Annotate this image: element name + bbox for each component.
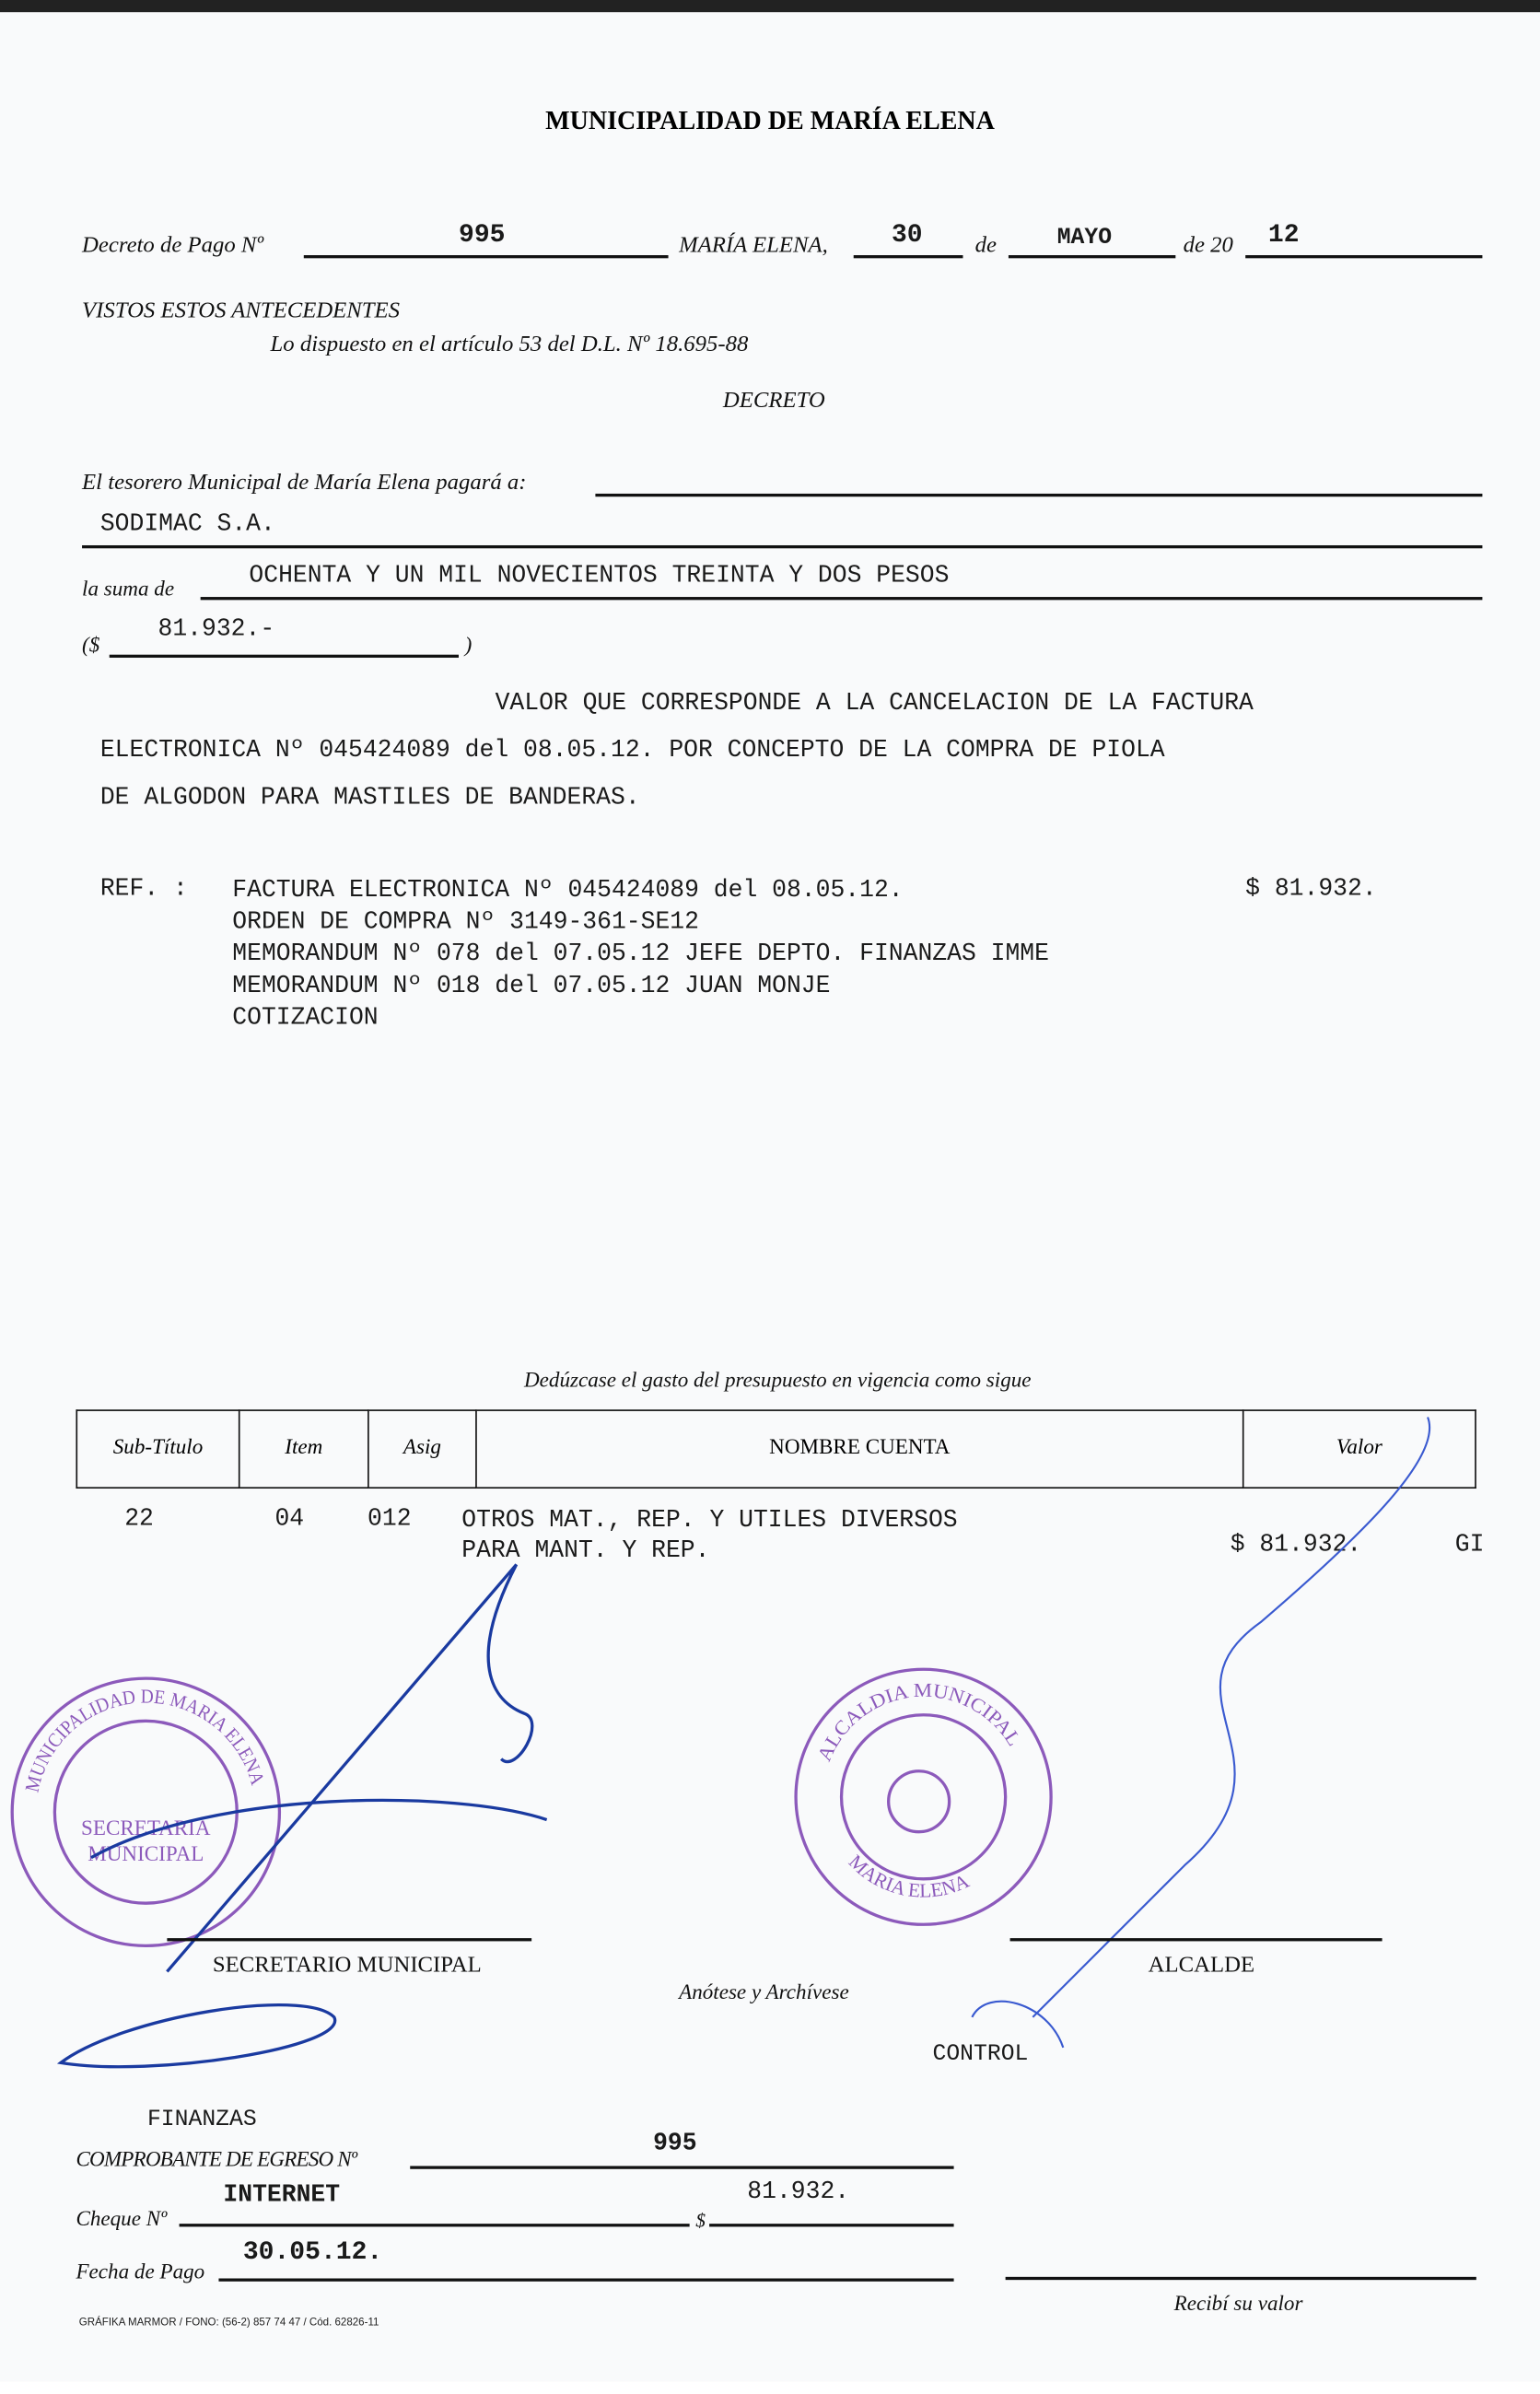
anotese-label: Anótese y Archívese: [679, 1981, 849, 2005]
header-asig: Asig: [368, 1410, 476, 1488]
decree-month: MAYO: [1056, 225, 1113, 251]
control-label: CONTROL: [932, 2041, 1029, 2068]
amount-prefix: ($: [82, 635, 100, 659]
sum-in-words: OCHENTA Y UN MIL NOVECIENTOS TREINTA Y DOS PESOS: [249, 562, 950, 590]
egreso-label: COMPROBANTE DE EGRESO Nº: [76, 2149, 357, 2173]
cheque-label: Cheque Nº: [76, 2208, 168, 2232]
alcalde-label: ALCALDE: [1148, 1953, 1255, 1978]
ref-line: MEMORANDUM Nº 078 del 07.05.12 JEFE DEPTO. FINANZAS IMME: [232, 940, 1049, 968]
egreso-amount: 81.932.: [747, 2178, 850, 2206]
ref-label: REF. :: [99, 874, 188, 903]
egreso-amount-underline: [709, 2224, 953, 2225]
concept-line: ELECTRONICA Nº 045424089 del 08.05.12. POR CONCEPTO DE LA COMPRA DE PIOLA: [99, 736, 1165, 765]
amount-suffix: ): [464, 635, 472, 659]
stamp-right-top: ALCALDIA MUNICIPAL: [812, 1678, 1025, 1765]
stamp-left-inner: SECRETARIA MUNICIPAL: [81, 1815, 211, 1866]
stamp-left-ring: MUNICIPALIDAD DE MARIA ELENA: [20, 1685, 270, 1794]
finanzas-label: FINANZAS: [146, 2107, 257, 2133]
row-nombre-line: PARA MANT. Y REP.: [461, 1536, 710, 1565]
header-valor: Valor: [1243, 1410, 1476, 1488]
fecha-underline: [218, 2279, 953, 2281]
header-subtitulo: Sub-Título: [76, 1410, 239, 1488]
payer-label: El tesorero Municipal de María Elena pagará a:: [82, 471, 527, 496]
concept-line: DE ALGODON PARA MASTILES DE BANDERAS.: [99, 783, 640, 812]
year-label: de 20: [1183, 233, 1233, 259]
decree-number-label: Decreto de Pago Nº: [82, 233, 264, 259]
row-valor: $ 81.932.: [1230, 1531, 1362, 1559]
row-item: 04: [274, 1505, 305, 1533]
ref-line: COTIZACION: [232, 1003, 379, 1032]
header-nombre-cuenta: NOMBRE CUENTA: [476, 1410, 1243, 1488]
cheque-value: INTERNET: [223, 2180, 341, 2209]
amount: 81.932.-: [158, 614, 275, 643]
egreso-number: 995: [653, 2129, 697, 2157]
de-label: de: [974, 233, 998, 259]
printer-footer: GRÁFIKA MARMOR / FONO: (56-2) 857 74 47 / Cód. 62826-11: [78, 2318, 379, 2329]
row-nombre-line: OTROS MAT., REP. Y UTILES DIVERSOS: [461, 1506, 958, 1535]
decree-day: 30: [891, 221, 923, 251]
ref-line: ORDEN DE COMPRA Nº 3149-361-SE12: [232, 908, 699, 936]
egreso-underline: [410, 2166, 953, 2167]
decree-year: 12: [1267, 221, 1300, 251]
ref-line: FACTURA ELECTRONICA Nº 045424089 del 08.05.12.: [232, 876, 904, 905]
concept-line: VALOR QUE CORRESPONDE A LA CANCELACION DE LA FACTURA: [495, 689, 1254, 718]
row-asig: 012: [368, 1505, 412, 1533]
decree-number: 995: [458, 221, 506, 251]
alcaldia-stamp: [796, 1669, 1051, 1924]
secretario-label: SECRETARIO MUNICIPAL: [212, 1953, 482, 1978]
alcalde-signature-line: [1010, 1938, 1382, 1940]
secretario-signature-line: [167, 1938, 531, 1940]
row-subtitulo: 22: [124, 1505, 154, 1533]
ref-amount: $ 81.932.: [1245, 874, 1377, 903]
cheque-underline: [180, 2224, 690, 2225]
decreto-heading: DECRETO: [722, 389, 825, 414]
fecha-value: 30.05.12.: [242, 2238, 383, 2268]
header-item: Item: [239, 1410, 368, 1488]
recibi-label: Recibí su valor: [1173, 2293, 1303, 2317]
place-label: MARÍA ELENA,: [679, 233, 828, 259]
vistos-heading: VISTOS ESTOS ANTECEDENTES: [82, 298, 401, 324]
recibi-signature-line: [1006, 2277, 1476, 2279]
fecha-label: Fecha de Pago: [76, 2261, 205, 2285]
municipality-title: MUNICIPALIDAD DE MARÍA ELENA: [545, 106, 995, 135]
stamps-and-signatures: [0, 12, 1540, 2394]
stamp-right-bottom: MARIA ELENA: [844, 1850, 973, 1902]
payee: SODIMAC S.A.: [99, 510, 275, 538]
row-mark: GI: [1454, 1531, 1485, 1559]
budget-caption: Dedúzcase el gasto del presupuesto en vigencia como sigue: [524, 1370, 1032, 1394]
sum-label: la suma de: [82, 578, 175, 602]
ref-line: MEMORANDUM Nº 018 del 07.05.12 JUAN MONJE: [232, 972, 831, 1000]
dollar-label: $: [695, 2208, 706, 2232]
vistos-text: Lo dispuesto en el artículo 53 del D.L. Nº 18.695-88: [270, 333, 749, 357]
